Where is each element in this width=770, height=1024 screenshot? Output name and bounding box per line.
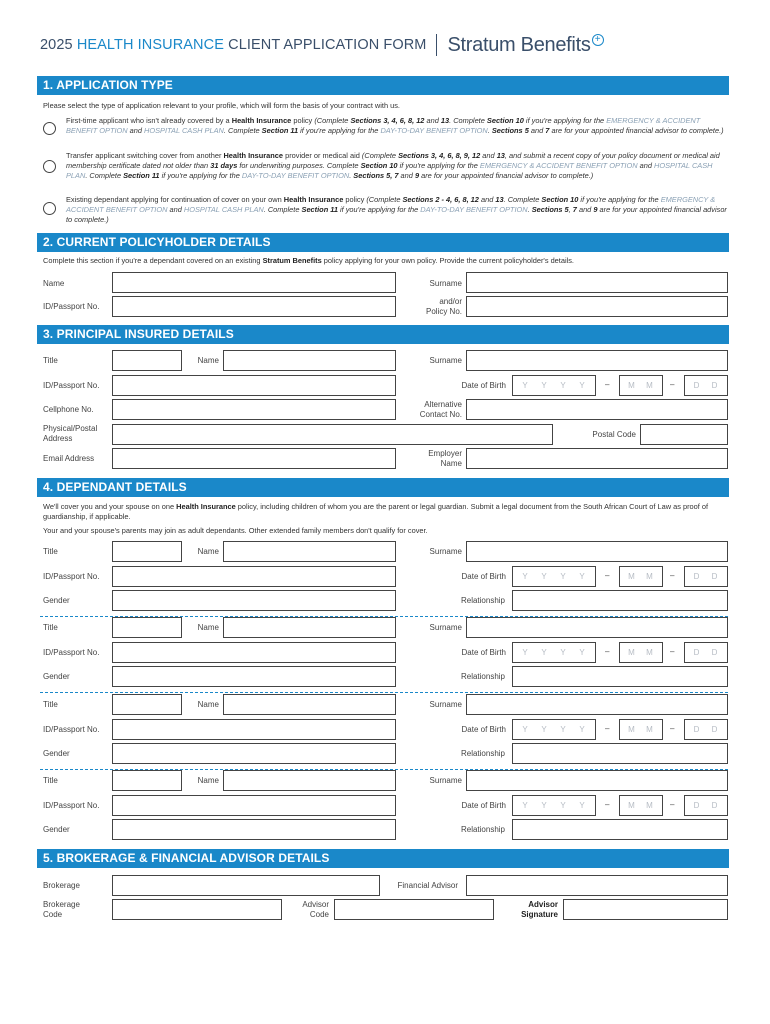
pi-cell-input[interactable] <box>112 399 396 420</box>
dep1-relationship-input[interactable] <box>512 590 728 611</box>
ph-name-label: Name <box>43 279 65 288</box>
option-first-time-text: First-time applicant who isn't already covered by a Health Insurance policy (Complete Sections 3, 4, 6, 8, 12 and 13. Complete Section 10 if you're applying for the EMERGENCY & ACCIDENT BENEFIT OPTION and HOSPITAL CASH PLAN. Complete Section 11 if you're applying for the DAY-TO-DAY BENEFIT OPTION. Sections 5 and 7 are for your appointed financial advisor to complete.) <box>66 116 724 135</box>
pi-name-input[interactable] <box>223 350 396 371</box>
logo-text: Stratum Benefits <box>447 33 591 56</box>
dep1-gender-label: Gender <box>43 596 70 605</box>
pi-address-input[interactable] <box>112 424 553 445</box>
advisor-code-input[interactable] <box>334 899 494 920</box>
dep3-dob-year[interactable]: Y Y Y Y <box>512 719 596 740</box>
dep1-surname-input[interactable] <box>466 541 728 562</box>
dep3-dob-dash-1: – <box>605 724 610 733</box>
form-year: 2025 <box>40 37 73 53</box>
pi-surname-label: Surname <box>429 356 462 365</box>
logo-plus-icon: + <box>592 34 604 46</box>
dep1-dob-input[interactable] <box>512 566 728 587</box>
dep1-gender-input[interactable] <box>112 590 396 611</box>
ph-policy-input[interactable] <box>466 296 728 317</box>
pi-id-input[interactable] <box>112 375 396 396</box>
form-header <box>40 30 730 60</box>
pi-alt-label: Alternative Contact No. <box>419 400 462 419</box>
dep1-title-label: Title <box>43 547 58 556</box>
pi-email-input[interactable] <box>112 448 396 469</box>
section-3-header: 3. PRINCIPAL INSURED DETAILS <box>37 325 729 344</box>
dep1-dob-month[interactable]: M M <box>619 566 663 587</box>
pi-name-label: Name <box>197 356 219 365</box>
dep1-surname-label: Surname <box>429 547 462 556</box>
dep1-dob-label: Date of Birth <box>461 572 506 581</box>
dep2-surname-label: Surname <box>429 623 462 632</box>
pi-dob-day[interactable]: D D <box>684 375 728 396</box>
dep3-gender-label: Gender <box>43 749 70 758</box>
dep3-dob-dash-2: – <box>670 724 675 733</box>
dep1-title-input[interactable] <box>112 541 182 562</box>
dep2-dob-label: Date of Birth <box>461 648 506 657</box>
dep2-relationship-input[interactable] <box>512 666 728 687</box>
section-4-header: 4. DEPENDANT DETAILS <box>37 478 729 497</box>
pi-email-label: Email Address <box>43 454 95 463</box>
pi-surname-input[interactable] <box>466 350 728 371</box>
pi-dob-dash-1: – <box>605 380 610 389</box>
dep2-dob-year[interactable]: Y Y Y Y <box>512 642 596 663</box>
pi-alt-input[interactable] <box>466 399 728 420</box>
dep1-dob-day[interactable]: D D <box>684 566 728 587</box>
dep2-dob-day[interactable]: D D <box>684 642 728 663</box>
dep2-title-input[interactable] <box>112 617 182 638</box>
dep3-name-label: Name <box>197 700 219 709</box>
dep4-surname-label: Surname <box>429 776 462 785</box>
section-2-header: 2. CURRENT POLICYHOLDER DETAILS <box>37 233 729 252</box>
dep4-dob-dash-2: – <box>670 800 675 809</box>
dep3-id-label: ID/Passport No. <box>43 725 100 734</box>
advisor-code-label: Advisor Code <box>302 900 329 919</box>
advisor-signature-label: Advisor Signature <box>521 900 558 919</box>
dep4-dob-label: Date of Birth <box>461 801 506 810</box>
pi-title-label: Title <box>43 356 58 365</box>
ph-name-input[interactable] <box>112 272 396 293</box>
pi-dob-label: Date of Birth <box>461 381 506 390</box>
dep2-gender-input[interactable] <box>112 666 396 687</box>
dep2-title-label: Title <box>43 623 58 632</box>
dep4-relationship-label: Relationship <box>460 825 505 834</box>
pi-cell-label: Cellphone No. <box>43 405 94 414</box>
dep4-id-input[interactable] <box>112 795 396 816</box>
dep1-name-input[interactable] <box>223 541 396 562</box>
dep4-title-label: Title <box>43 776 58 785</box>
brokerage-code-input[interactable] <box>112 899 282 920</box>
form-title <box>40 37 426 53</box>
pi-dob-year[interactable]: Y Y Y Y <box>512 375 596 396</box>
option-existing-dependant-text: Existing dependant applying for continuation of cover on your own Health Insurance policy (Complete Sections 2 - 4, 6, 8, 12 and 13. Complete Section 10 if you're applying for the EMERGENCY & ACCIDENT BENEFIT OPTION and HOSPITAL CASH PLAN. Complete Section 11 if you're applying for the DAY-TO-DAY BENEFIT OPTION. Sections 5, 7 and 9 are for your appointed financial advisor to complete.) <box>66 195 727 224</box>
pi-title-input[interactable] <box>112 350 182 371</box>
dep4-dob-input[interactable] <box>512 795 728 816</box>
dep2-relationship-label: Relationship <box>460 672 505 681</box>
dep3-title-input[interactable] <box>112 694 182 715</box>
ph-id-label: ID/Passport No. <box>43 302 100 311</box>
dep4-title-input[interactable] <box>112 770 182 791</box>
pi-dob-month[interactable]: M M <box>619 375 663 396</box>
dep1-dob-dash-1: – <box>605 571 610 580</box>
dep1-dob-year[interactable]: Y Y Y Y <box>512 566 596 587</box>
section-5-header: 5. BROKERAGE & FINANCIAL ADVISOR DETAILS <box>37 849 729 868</box>
dep4-dob-dash-1: – <box>605 800 610 809</box>
dep3-surname-label: Surname <box>429 700 462 709</box>
dep3-dob-input[interactable] <box>512 719 728 740</box>
radio-first-time-applicant[interactable] <box>43 122 56 135</box>
pi-postal-input[interactable] <box>640 424 728 445</box>
brokerage-input[interactable] <box>112 875 380 896</box>
ph-surname-input[interactable] <box>466 272 728 293</box>
pi-employer-input[interactable] <box>466 448 728 469</box>
dep4-name-input[interactable] <box>223 770 396 791</box>
ph-surname-label: Surname <box>429 279 462 288</box>
radio-existing-dependant[interactable] <box>43 202 56 215</box>
advisor-input[interactable] <box>466 875 728 896</box>
dep3-dob-label: Date of Birth <box>461 725 506 734</box>
section-4-intro-2: Your and your spouse's parents may join as adult dependants. Other extended family members don't qualify for cover. <box>43 526 428 535</box>
dep4-dob-day[interactable]: D D <box>684 795 728 816</box>
stratum-benefits-logo <box>447 34 603 57</box>
form-title-highlight: HEALTH INSURANCE <box>76 37 224 53</box>
dep2-gender-label: Gender <box>43 672 70 681</box>
dep1-id-input[interactable] <box>112 566 396 587</box>
advisor-signature-input[interactable] <box>563 899 728 920</box>
section-4-intro: We'll cover you and your spouse on one Health Insurance policy, including children of whom you are the parent or legal guardian. Submit a legal document from the South African Court of Law as proof of guardianship, if applicable. <box>43 502 709 521</box>
dep1-dob-dash-2: – <box>670 571 675 580</box>
dependant-divider <box>40 692 728 693</box>
dep2-dob-dash-2: – <box>670 647 675 656</box>
dep1-relationship-label: Relationship <box>460 596 505 605</box>
dep2-surname-input[interactable] <box>466 617 728 638</box>
dep4-gender-input[interactable] <box>112 819 396 840</box>
dep4-surname-input[interactable] <box>466 770 728 791</box>
dep4-dob-month[interactable]: M M <box>619 795 663 816</box>
dep1-id-label: ID/Passport No. <box>43 572 100 581</box>
dep2-id-input[interactable] <box>112 642 396 663</box>
dep4-name-label: Name <box>197 776 219 785</box>
dep3-surname-input[interactable] <box>466 694 728 715</box>
brokerage-label: Brokerage <box>43 881 80 890</box>
dep4-id-label: ID/Passport No. <box>43 801 100 810</box>
dep2-id-label: ID/Passport No. <box>43 648 100 657</box>
advisor-label: Financial Advisor <box>397 881 458 890</box>
dep3-title-label: Title <box>43 700 58 709</box>
dep4-gender-label: Gender <box>43 825 70 834</box>
pi-employer-label: Employer Name <box>428 449 462 468</box>
pi-dob-dash-2: – <box>670 380 675 389</box>
pi-dob-input[interactable] <box>512 375 728 396</box>
dep2-dob-month[interactable]: M M <box>619 642 663 663</box>
dep3-name-input[interactable] <box>223 694 396 715</box>
header-divider <box>436 34 437 56</box>
brokerage-code-label: Brokerage Code <box>43 900 80 919</box>
section-1-header: 1. APPLICATION TYPE <box>37 76 729 95</box>
dep2-dob-input[interactable] <box>512 642 728 663</box>
dep4-relationship-input[interactable] <box>512 819 728 840</box>
dep4-dob-year[interactable]: Y Y Y Y <box>512 795 596 816</box>
radio-transfer-applicant[interactable] <box>43 160 56 173</box>
section-1-intro: Please select the type of application relevant to your profile, which will form the basis of your contract with us. <box>43 101 400 110</box>
option-transfer-text: Transfer applicant switching cover from another Health Insurance provider or medical aid (Complete Sections 3, 4, 6, 8, 9, 12 and 13, and submit a recent copy of your policy document or medical aid membership certificate dated not older than 31 days for underwriting purposes. Complete Section 10 if you're applying for the EMERGENCY & ACCIDENT BENEFIT OPTION and HOSPITAL CASH PLAN. Complete Section 11 if you're applying for the DAY-TO-DAY BENEFIT OPTION. Sections 5, 7 and 9 are for your appointed financial advisor to complete.) <box>66 151 720 180</box>
dep2-dob-dash-1: – <box>605 647 610 656</box>
dep3-relationship-label: Relationship <box>460 749 505 758</box>
pi-postal-label: Postal Code <box>592 430 636 439</box>
ph-policy-label: and/or Policy No. <box>425 297 462 316</box>
dep3-id-input[interactable] <box>112 719 396 740</box>
dep1-name-label: Name <box>197 547 219 556</box>
pi-address-label: Physical/Postal Address <box>43 424 98 443</box>
ph-id-input[interactable] <box>112 296 396 317</box>
dep3-relationship-input[interactable] <box>512 743 728 764</box>
section-2-intro: Complete this section if you're a dependant covered on an existing Stratum Benefits policy applying for your own policy. Provide the current policyholder's details. <box>43 256 574 265</box>
dep3-gender-input[interactable] <box>112 743 396 764</box>
pi-id-label: ID/Passport No. <box>43 381 100 390</box>
form-title-rest: CLIENT APPLICATION FORM <box>228 37 427 53</box>
dep3-dob-month[interactable]: M M <box>619 719 663 740</box>
dep2-name-label: Name <box>197 623 219 632</box>
dep2-name-input[interactable] <box>223 617 396 638</box>
dep3-dob-day[interactable]: D D <box>684 719 728 740</box>
